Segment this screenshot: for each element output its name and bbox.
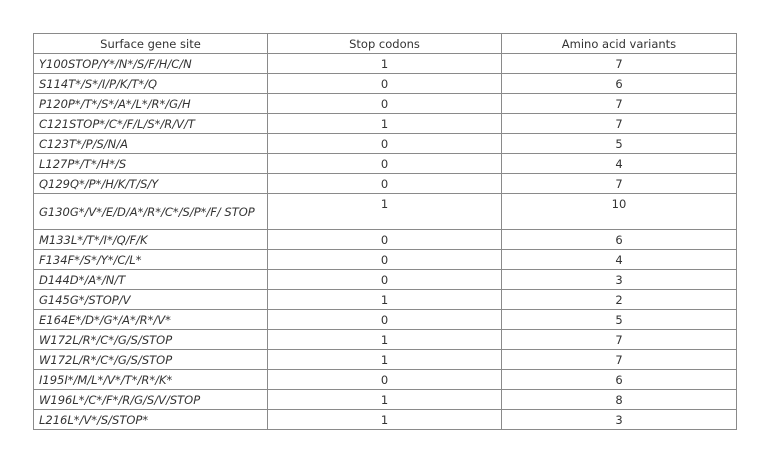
table-row [34, 134, 737, 154]
site-cell: E164E*/D*/G*/A*/R*/V* [34, 310, 268, 330]
site-cell: Q129Q*/P*/H/K/T/S/Y [34, 174, 268, 194]
variants-cell: 8 [502, 390, 737, 410]
table-row [34, 54, 737, 74]
table-row [34, 94, 737, 114]
site-cell: D144D*/A*/N/T [34, 270, 268, 290]
site-cell: F134F*/S*/Y*/C/L* [34, 250, 268, 270]
variants-cell: 7 [502, 114, 737, 134]
stop-codons-cell: 1 [268, 290, 502, 310]
table-row [34, 410, 737, 430]
stop-codons-cell: 0 [268, 370, 502, 390]
variants-cell: 3 [502, 270, 737, 290]
stop-codons-cell: 0 [268, 270, 502, 290]
variants-cell: 6 [502, 230, 737, 250]
table-row [34, 350, 737, 370]
site-cell: S114T*/S*/I/P/K/T*/Q [34, 74, 268, 94]
stop-codons-cell: 1 [268, 54, 502, 74]
stop-codons-cell: 1 [268, 114, 502, 134]
site-cell: G145G*/STOP/V [34, 290, 268, 310]
variants-cell: 2 [502, 290, 737, 310]
table-row [34, 390, 737, 410]
surface-gene-table [33, 33, 737, 430]
variants-cell: 5 [502, 310, 737, 330]
table-row [34, 114, 737, 134]
table-row [34, 194, 737, 230]
variants-cell: 7 [502, 54, 737, 74]
header-stop-codons: Stop codons [268, 34, 502, 54]
site-cell: L127P*/T*/H*/S [34, 154, 268, 174]
site-cell: I195I*/M/L*/V*/T*/R*/K* [34, 370, 268, 390]
table-row [34, 250, 737, 270]
variants-cell: 7 [502, 94, 737, 114]
table-row [34, 154, 737, 174]
variants-cell: 7 [502, 174, 737, 194]
table-row [34, 270, 737, 290]
stop-codons-cell: 0 [268, 250, 502, 270]
stop-codons-cell: 0 [268, 154, 502, 174]
table-row [34, 370, 737, 390]
stop-codons-cell: 0 [268, 310, 502, 330]
table-row [34, 174, 737, 194]
stop-codons-cell: 0 [268, 230, 502, 250]
table-row [34, 290, 737, 310]
site-cell: W172L/R*/C*/G/S/STOP [34, 350, 268, 370]
variants-cell: 10 [502, 194, 737, 230]
site-cell: W196L*/C*/F*/R/G/S/V/STOP [34, 390, 268, 410]
stop-codons-cell: 1 [268, 410, 502, 430]
site-cell: P120P*/T*/S*/A*/L*/R*/G/H [34, 94, 268, 114]
variants-cell: 4 [502, 154, 737, 174]
header-surface-gene-site: Surface gene site [34, 34, 268, 54]
site-cell: L216L*/V*/S/STOP* [34, 410, 268, 430]
site-cell: C123T*/P/S/N/A [34, 134, 268, 154]
stop-codons-cell: 0 [268, 74, 502, 94]
variants-cell: 6 [502, 74, 737, 94]
variants-cell: 3 [502, 410, 737, 430]
table-header-row [34, 34, 737, 54]
variants-cell: 7 [502, 350, 737, 370]
stop-codons-cell: 1 [268, 390, 502, 410]
stop-codons-cell: 0 [268, 174, 502, 194]
stop-codons-cell: 1 [268, 194, 502, 230]
variants-cell: 6 [502, 370, 737, 390]
stop-codons-cell: 1 [268, 350, 502, 370]
site-cell: C121STOP*/C*/F/L/S*/R/V/T [34, 114, 268, 134]
header-amino-acid-variants: Amino acid variants [502, 34, 737, 54]
site-cell: Y100STOP/Y*/N*/S/F/H/C/N [34, 54, 268, 74]
variants-cell: 5 [502, 134, 737, 154]
table-row [34, 330, 737, 350]
site-cell: W172L/R*/C*/G/S/STOP [34, 330, 268, 350]
table-row [34, 230, 737, 250]
table-row [34, 310, 737, 330]
variants-cell: 4 [502, 250, 737, 270]
stop-codons-cell: 1 [268, 330, 502, 350]
table-row [34, 74, 737, 94]
variants-cell: 7 [502, 330, 737, 350]
site-cell: M133L*/T*/I*/Q/F/K [34, 230, 268, 250]
stop-codons-cell: 0 [268, 94, 502, 114]
site-cell: G130G*/V*/E/D/A*/R*/C*/S/P*/F/ STOP [34, 194, 268, 230]
stop-codons-cell: 0 [268, 134, 502, 154]
